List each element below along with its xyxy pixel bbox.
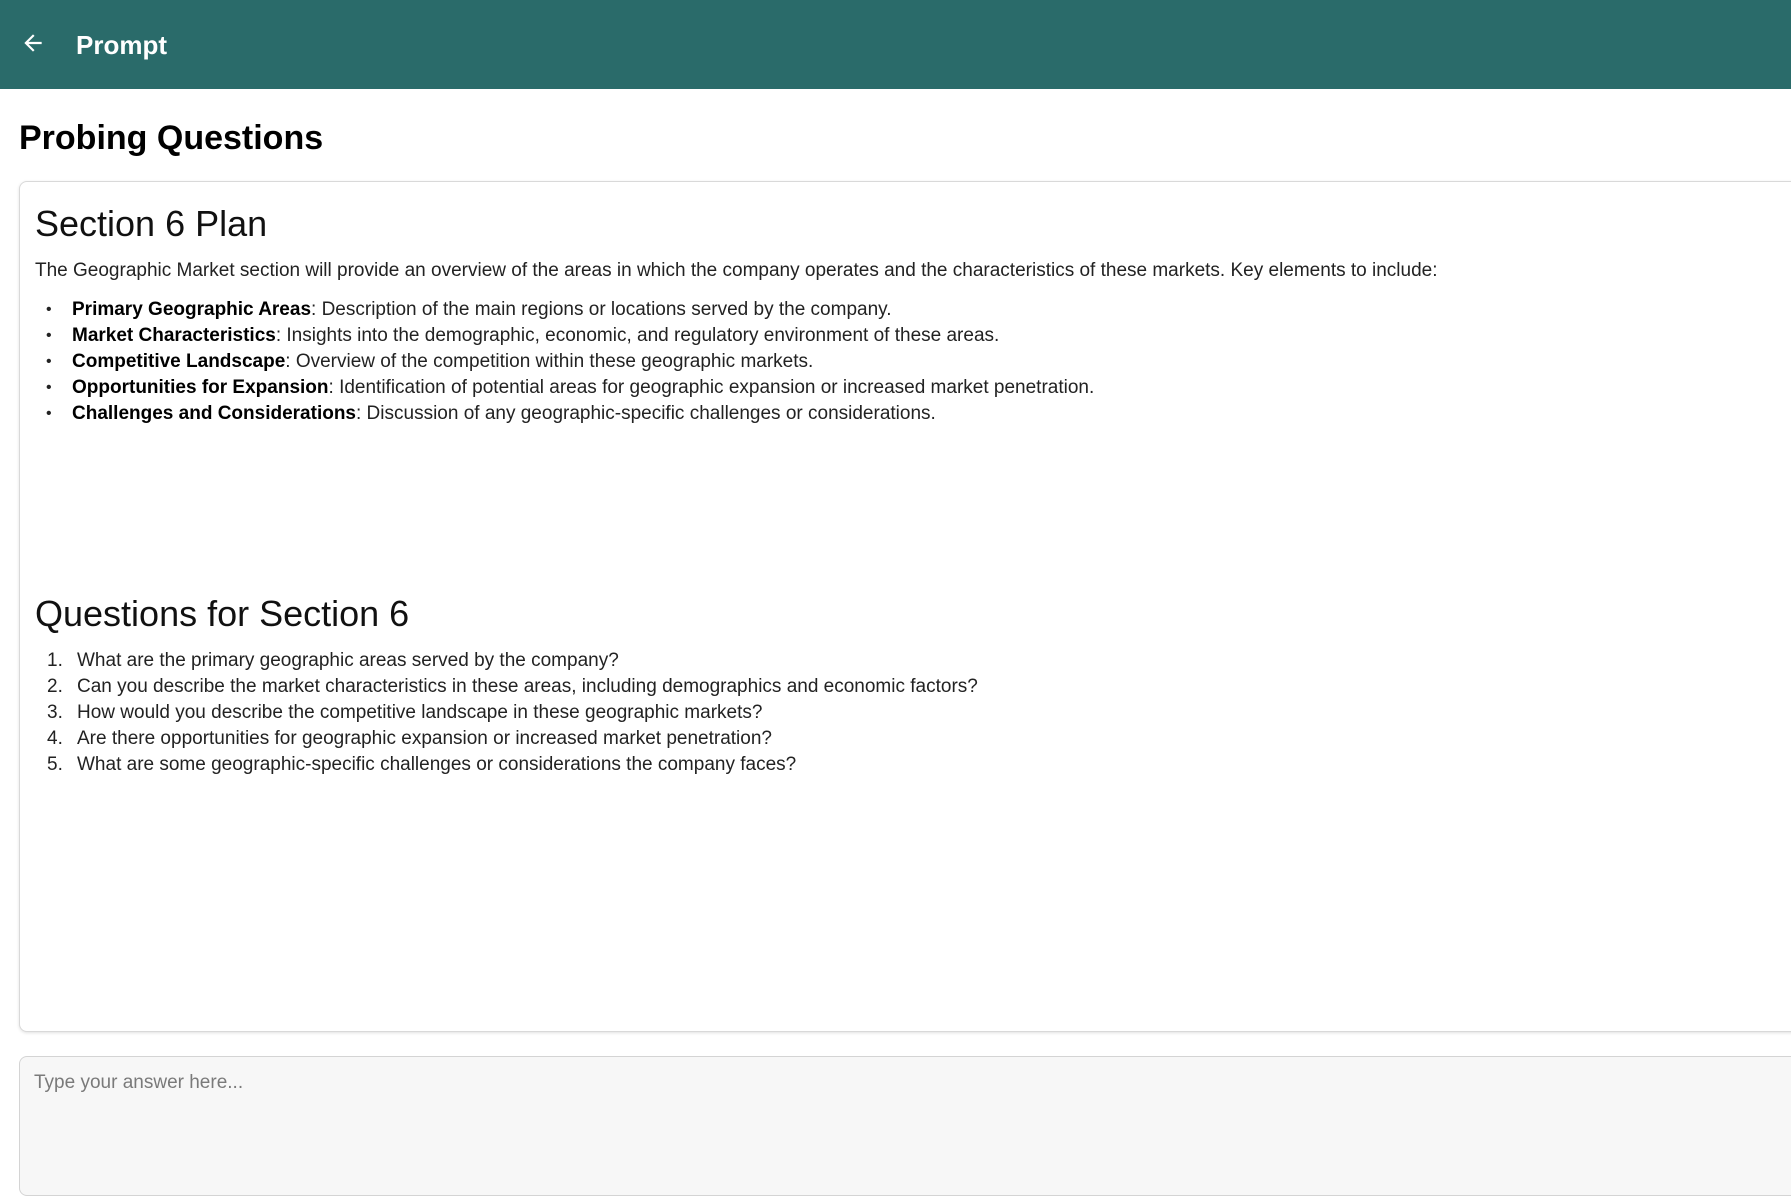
question-text: How would you describe the competitive landscape in these geographic markets?: [77, 702, 763, 723]
plan-list: [35, 297, 1094, 427]
question-number: 5.: [47, 754, 63, 775]
plan-item-term: Challenges and Considerations: [72, 403, 356, 424]
page-title: Probing Questions: [19, 119, 324, 157]
plan-intro: The Geographic Market section will provide an overview of the areas in which the company operates and the characteristics of these markets. Key elements to include:: [35, 260, 1438, 281]
plan-item-description: : Overview of the competition within these geographic markets.: [285, 351, 814, 372]
question-text: What are some geographic-specific challenges or considerations the company faces?: [77, 754, 797, 775]
back-button[interactable]: [14, 24, 52, 62]
questions-list: [35, 648, 978, 778]
plan-item-description: : Description of the main regions or locations served by the company.: [311, 299, 892, 320]
question-number: 4.: [47, 728, 63, 749]
question-number: 3.: [47, 702, 63, 723]
questions-heading: Questions for Section 6: [35, 593, 410, 634]
question-item: [35, 752, 978, 778]
plan-item: [35, 375, 1094, 401]
question-item: [35, 648, 978, 674]
plan-item: [35, 349, 1094, 375]
question-number: 1.: [47, 650, 63, 671]
plan-item-term: Primary Geographic Areas: [72, 299, 312, 320]
plan-item-term: Market Characteristics: [72, 325, 276, 346]
content-card: [19, 181, 1791, 1032]
app-bar: [0, 0, 1791, 89]
answer-input[interactable]: [19, 1056, 1791, 1196]
plan-item: [35, 323, 1094, 349]
plan-item: [35, 401, 1094, 427]
plan-heading: Section 6 Plan: [35, 203, 268, 244]
arrow-left-icon: [20, 30, 46, 56]
question-item: [35, 726, 978, 752]
question-item: [35, 700, 978, 726]
app-title: Prompt: [76, 30, 167, 60]
question-text: What are the primary geographic areas served by the company?: [77, 650, 619, 671]
plan-item-description: : Insights into the demographic, economic, and regulatory environment of these areas.: [275, 325, 1000, 346]
plan-item-term: Competitive Landscape: [72, 351, 286, 372]
question-text: Are there opportunities for geographic expansion or increased market penetration?: [77, 728, 772, 749]
question-item: [35, 674, 978, 700]
plan-item-description: : Discussion of any geographic-specific challenges or considerations.: [356, 403, 936, 424]
question-text: Can you describe the market characteristics in these areas, including demographics and economic factors?: [77, 676, 978, 697]
question-number: 2.: [47, 676, 63, 697]
plan-item-description: : Identification of potential areas for geographic expansion or increased market penetration.: [328, 377, 1095, 398]
plan-item-term: Opportunities for Expansion: [72, 377, 329, 398]
plan-item: [35, 297, 1094, 323]
